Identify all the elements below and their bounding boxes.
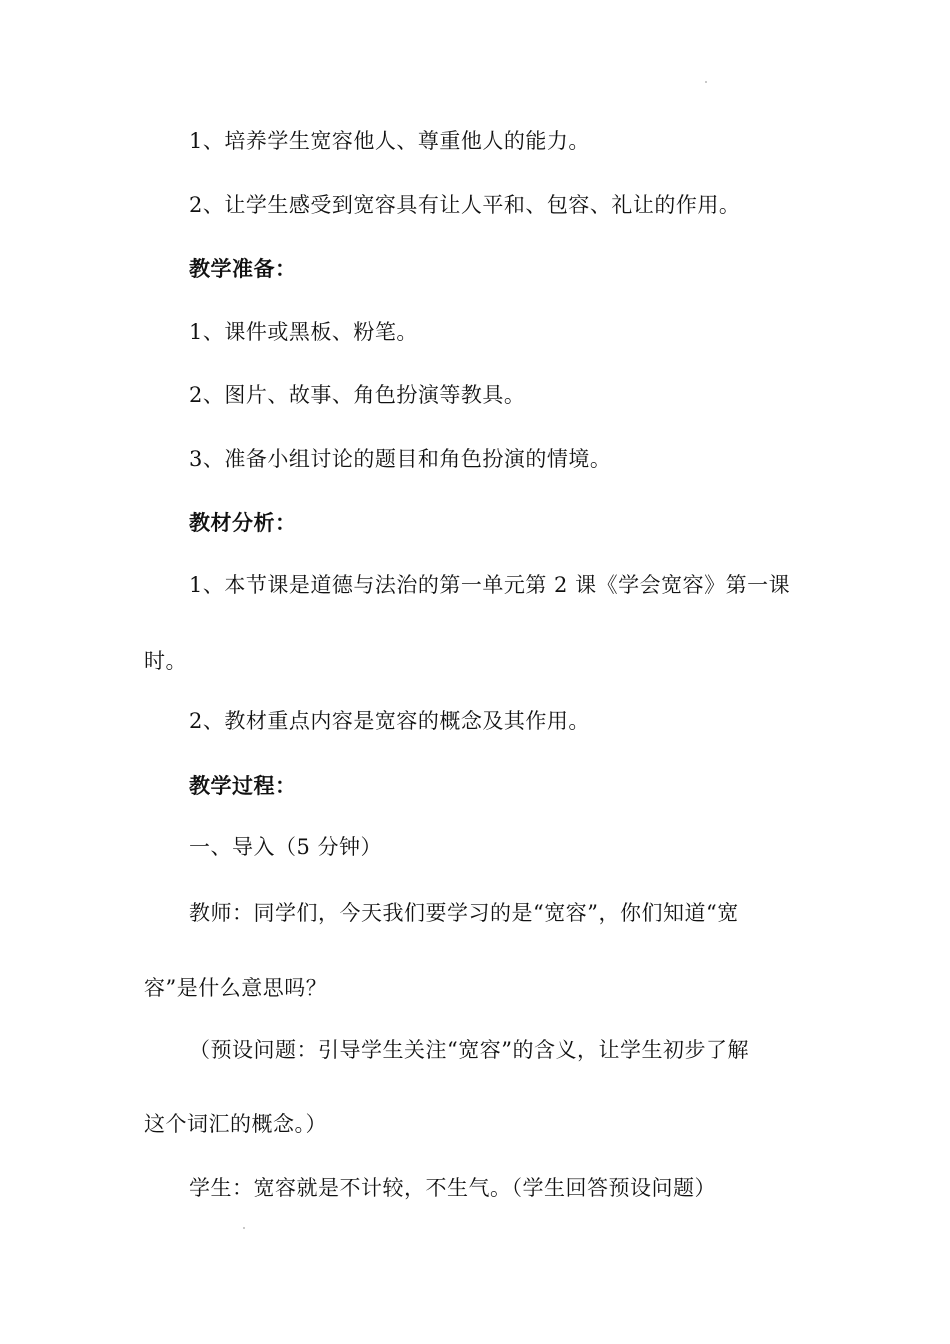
heading-teaching-preparation: 教学准备： xyxy=(189,256,297,281)
preset-question: （预设问题：引导学生关注“宽容”的含义，让学生初步了解 xyxy=(189,1038,749,1062)
analysis-2: 2、教材重点内容是宽容的概念及其作用。 xyxy=(189,709,590,733)
decorative-dot xyxy=(705,81,707,83)
preparation-2: 2、图片、故事、角色扮演等教具。 xyxy=(189,383,526,407)
student-answer: 学生：宽容就是不计较，不生气。（学生回答预设问题） xyxy=(189,1176,716,1200)
objective-2: 2、让学生感受到宽容具有让人平和、包容、礼让的作用。 xyxy=(189,193,741,217)
preset-question-continued: 这个词汇的概念。） xyxy=(144,1112,327,1136)
section-introduction: 一、导入（5 分钟） xyxy=(189,835,383,859)
preparation-1: 1、课件或黑板、粉笔。 xyxy=(189,320,418,344)
heading-material-analysis: 教材分析： xyxy=(189,510,297,535)
objective-1: 1、培养学生宽容他人、尊重他人的能力。 xyxy=(189,129,590,153)
analysis-1-continued: 时。 xyxy=(144,649,187,673)
teacher-dialogue-continued: 容”是什么意思吗？ xyxy=(144,976,328,1000)
preparation-3: 3、准备小组讨论的题目和角色扮演的情境。 xyxy=(189,447,612,471)
teacher-dialogue: 教师：同学们，今天我们要学习的是“宽容”，你们知道“宽 xyxy=(189,901,739,925)
decorative-dot xyxy=(243,1227,245,1229)
heading-teaching-process: 教学过程： xyxy=(189,773,297,798)
analysis-1: 1、本节课是道德与法治的第一单元第 2 课《学会宽容》第一课 xyxy=(189,573,791,597)
